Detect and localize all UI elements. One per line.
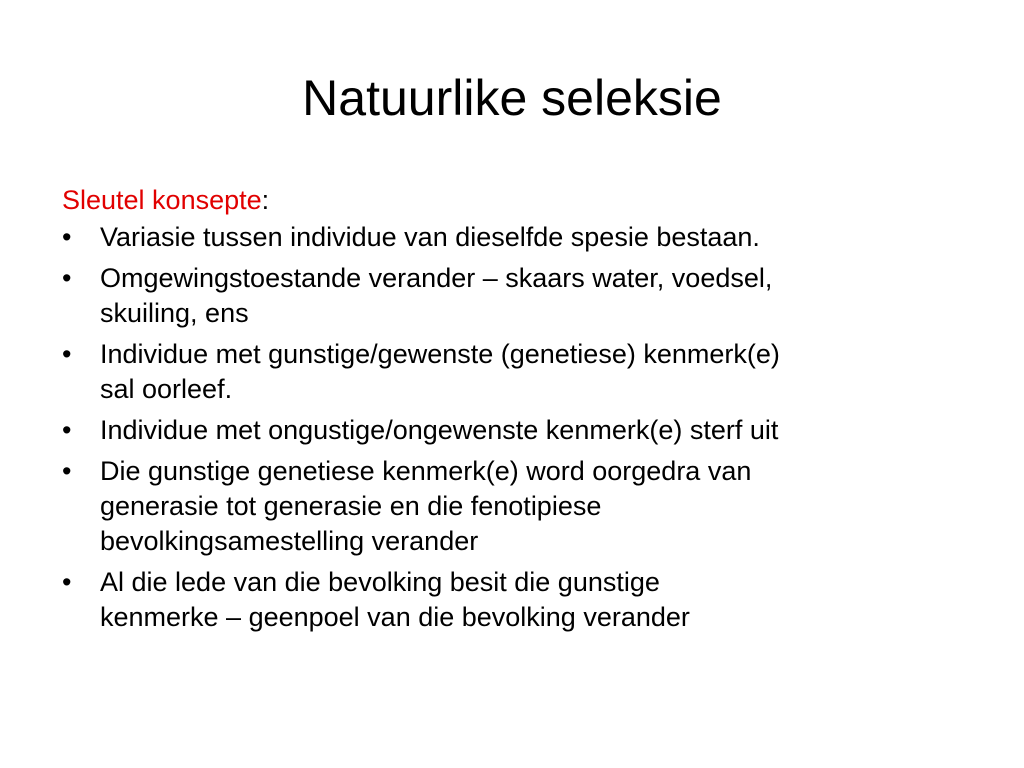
key-concepts-heading (62, 183, 982, 218)
bullet-text-line: sal oorleef. (100, 374, 233, 404)
slide-title: Natuurlike seleksie (302, 70, 722, 126)
bullet-text-line: skuiling, ens (100, 298, 249, 328)
bullet-item (62, 454, 982, 559)
bullet-text-line: Individue met gunstige/gewenste (genetiese) kenmerk(e) (100, 339, 780, 369)
key-concepts-label: Sleutel konsepte (62, 185, 262, 215)
bullet-text-line: Al die lede van die bevolking besit die gunstige (100, 567, 660, 597)
key-concepts-colon: : (261, 185, 270, 215)
bullet-text-line: bevolkingsamestelling verander (100, 526, 479, 556)
bullet-item (62, 337, 982, 407)
bullet-text-line: generasie tot generasie en die fenotipiese (100, 491, 602, 521)
bullet-dot-icon: • (62, 456, 72, 486)
bullet-dot-icon: • (62, 339, 72, 369)
bullet-dot-icon: • (62, 415, 72, 445)
bullet-list (62, 220, 982, 635)
bullet-dot-icon: • (62, 567, 72, 597)
bullet-text-line: kenmerke – geenpoel van die bevolking verander (100, 602, 690, 632)
bullet-text-line: Individue met ongustige/ongewenste kenmerk(e) sterf uit (100, 415, 779, 445)
bullet-item (62, 565, 982, 635)
bullet-item (62, 261, 982, 331)
bullet-item (62, 220, 982, 255)
bullet-item (62, 413, 982, 448)
bullet-dot-icon: • (62, 263, 72, 293)
bullet-dot-icon: • (62, 222, 72, 252)
bullet-text-line: Variasie tussen individue van dieselfde spesie bestaan. (100, 222, 760, 252)
bullet-text-line: Die gunstige genetiese kenmerk(e) word oorgedra van (100, 456, 752, 486)
slide-body (62, 183, 982, 641)
bullet-text-line: Omgewingstoestande verander – skaars water, voedsel, (100, 263, 773, 293)
